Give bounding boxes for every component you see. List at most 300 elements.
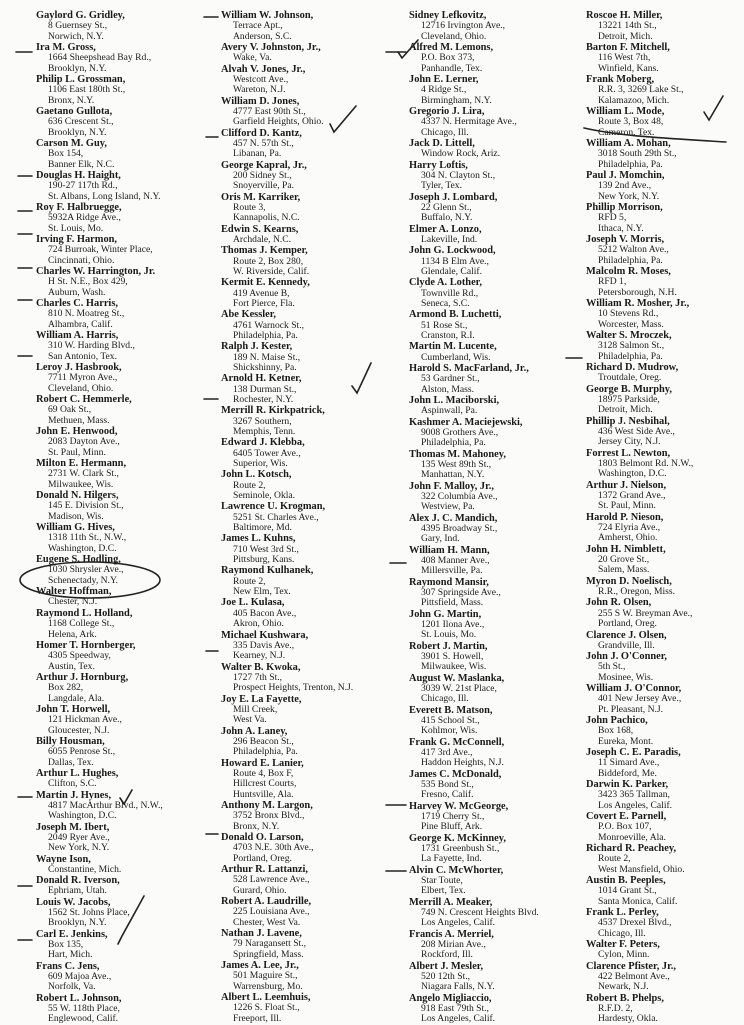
entry-address-line: Philadelphia, Pa. <box>598 254 663 266</box>
directory-entry <box>36 298 214 330</box>
entry-name: Merrill A. Meaker, <box>409 896 493 908</box>
directory-entry <box>586 74 744 106</box>
entry-name: Edwin S. Kearns, <box>221 223 299 235</box>
entry-address-line: 138 Durman St., <box>233 383 297 395</box>
entry-address-line: Akron, Ohio. <box>233 618 284 630</box>
entry-name: Arthur J. Nielson, <box>586 479 667 491</box>
entry-address-line: Elbert, Tex. <box>421 885 466 897</box>
entry-name: Albert J. Mesler, <box>409 960 484 972</box>
entry-name: Alex J. C. Mandich, <box>409 512 498 524</box>
entry-name: Kashmer A. Maciejewski, <box>409 416 523 428</box>
directory-entry <box>586 651 744 683</box>
entry-address-line: 208 Mirian Ave., <box>421 939 486 951</box>
directory-entry <box>36 736 214 768</box>
entry-address-line: Washington, D.C. <box>48 542 117 554</box>
directory-entry <box>221 726 399 758</box>
entry-address-line: 322 Columbia Ave., <box>421 490 498 502</box>
directory-entry <box>221 245 399 277</box>
entry-address-line: 749 N. Crescent Heights Blvd. <box>421 907 539 919</box>
entry-address-line: Prospect Heights, Trenton, N.J. <box>233 682 354 694</box>
entry-address-line: Hardesty, Okla. <box>598 1013 658 1025</box>
entry-address-line: St. Paul, Minn. <box>48 446 106 458</box>
entry-address-line: Grandville, Ill. <box>598 639 655 651</box>
entry-address-line: 422 Belmont Ave., <box>598 971 670 983</box>
entry-name: Gregorio J. Lira, <box>409 106 485 118</box>
directory-entry <box>221 597 399 629</box>
entry-address-line: 1727 7th St., <box>233 671 283 683</box>
entry-address-line: Fresno, Calif. <box>421 789 474 801</box>
entry-name: John Pachico, <box>586 715 648 727</box>
entry-address-line: Kohlmor, Wis. <box>421 725 478 737</box>
directory-entry <box>221 224 399 246</box>
entry-name: Arthur R. Lattanzi, <box>221 864 308 876</box>
directory-entry <box>586 234 744 266</box>
directory-column <box>586 10 744 1025</box>
entry-name: Robert L. Johnson, <box>36 992 122 1004</box>
entry-address-line: 408 Manner Ave., <box>421 554 490 566</box>
entry-name: John G. Martin, <box>409 608 482 620</box>
entry-address-line: Pt. Pleasant, N.J. <box>598 703 664 715</box>
entry-address-line: 79 Naragansett St., <box>233 938 307 950</box>
entry-address-line: Ephriam, Utah. <box>48 885 107 897</box>
entry-address-line: Route 2, <box>233 479 266 491</box>
entry-name: Walter S. Mroczek, <box>586 330 672 342</box>
directory-entry <box>221 96 399 128</box>
entry-address-line: 4537 Drexel Blvd., <box>598 917 672 929</box>
directory-entry <box>221 662 399 694</box>
entry-name: Elmer A. Lonzo, <box>409 223 482 235</box>
entry-name: Phillip Morrison, <box>586 202 663 214</box>
entry-address-line: Milwaukee, Wis. <box>48 478 114 490</box>
entry-address-line: 1201 Ilona Ave., <box>421 618 485 630</box>
entry-address-line: Brooklyn, N.Y. <box>48 917 107 929</box>
entry-name: Anthony M. Largon, <box>221 799 313 811</box>
directory-entry <box>586 448 744 480</box>
entry-address-line: St. Paul, Minn. <box>598 500 656 512</box>
entry-name: Billy Housman, <box>36 735 105 747</box>
directory-entry <box>36 768 214 790</box>
entry-name: Armond B. Luchetti, <box>409 309 502 321</box>
entry-address-line: 9008 Grothers Ave., <box>421 426 499 438</box>
directory-entry <box>36 790 214 822</box>
entry-address-line: 4761 Warnock St., <box>233 319 304 331</box>
entry-address-line: Monroeville, Ala. <box>598 831 666 843</box>
entry-address-line: Route 3, <box>233 201 266 213</box>
entry-address-line: Helena, Ark. <box>48 628 97 640</box>
directory-entry <box>409 737 587 769</box>
directory-entry <box>409 363 587 395</box>
directory-entry <box>36 170 214 202</box>
entry-address-line: 200 Sidney St., <box>233 169 292 181</box>
entry-address-line: Petersborough, N.H. <box>598 286 677 298</box>
entry-address-line: 4817 MacArthur Blvd., N.W., <box>48 799 163 811</box>
entry-address-line: Portland, Oreg. <box>233 852 292 864</box>
entry-address-line: Haddon Heights, N.J. <box>421 757 504 769</box>
entry-address-line: West Mansfield, Ohio. <box>598 863 685 875</box>
entry-address-line: Box 282, <box>48 682 84 694</box>
entry-address-line: Salem, Mass. <box>598 564 650 576</box>
entry-address-line: Washington, D.C. <box>48 810 117 822</box>
entry-address-line: Milwaukee, Wis. <box>421 661 487 673</box>
entry-address-line: Kearney, N.J. <box>233 650 286 662</box>
directory-entry <box>221 992 399 1024</box>
entry-address-line: 12716 Irvington Ave., <box>421 20 506 32</box>
directory-entry <box>586 715 744 747</box>
entry-name: James L. Kuhns, <box>221 533 296 545</box>
entry-name: Wayne Ison, <box>36 853 91 865</box>
entry-name: Robert C. Hemmerle, <box>36 394 132 406</box>
entry-name: Howard E. Lanier, <box>221 757 304 769</box>
entry-address-line: 135 West 89th St., <box>421 458 492 470</box>
directory-entry <box>409 395 587 417</box>
entry-name: Carson M. Guy, <box>36 138 108 150</box>
directory-entry <box>221 10 399 42</box>
entry-address-line: Route 2, <box>598 853 631 865</box>
directory-entry <box>409 865 587 897</box>
entry-address-line: Freeport, Ill. <box>233 1012 282 1024</box>
entry-address-line: Philadelphia, Pa. <box>598 350 663 362</box>
entry-name: Francis A. Merriel, <box>409 928 494 940</box>
directory-entry <box>36 554 214 586</box>
entry-address-line: 304 N. Clayton St., <box>421 169 496 181</box>
entry-name: Joseph C. E. Paradis, <box>586 747 681 759</box>
entry-address-line: Englewood, Calif. <box>48 1013 119 1025</box>
directory-entry <box>409 897 587 929</box>
entry-address-line: Banner Elk, N.C. <box>48 158 115 170</box>
directory-entry <box>221 341 399 373</box>
entry-name: Joseph J. Lombard, <box>409 191 498 203</box>
entry-name: Harry Loftis, <box>409 159 468 171</box>
entry-address-line: Cylon, Minn. <box>598 949 650 961</box>
entry-address-line: Niagara Falls, N.Y. <box>421 981 495 993</box>
entry-address-line: 225 Louisiana Ave., <box>233 906 310 918</box>
directory-entry <box>36 106 214 138</box>
entry-address-line: Philadelphia, Pa. <box>421 437 486 449</box>
entry-address-line: 1318 11th St., N.W., <box>48 532 127 544</box>
entry-address-line: 255 S W. Breyman Ave., <box>598 607 693 619</box>
entry-name: Raymond Mansir, <box>409 576 489 588</box>
entry-name: Forrest L. Newton, <box>586 447 671 459</box>
entry-address-line: Buffalo, N.Y. <box>421 212 473 224</box>
entry-address-line: Amherst, Ohio. <box>598 532 658 544</box>
entry-address-line: Seneca, S.C. <box>421 297 470 309</box>
directory-entry <box>409 74 587 106</box>
directory-entry <box>36 875 214 897</box>
entry-address-line: Clifton, S.C. <box>48 778 97 790</box>
directory-entry <box>36 74 214 106</box>
directory-entry <box>36 458 214 490</box>
entry-address-line: Methuen, Mass. <box>48 414 110 426</box>
entry-name: John G. Lockwood, <box>409 245 496 257</box>
directory-entry <box>36 640 214 672</box>
entry-address-line: 401 New Jersey Ave., <box>598 693 682 705</box>
entry-address-line: 1134 B Elm Ave., <box>421 255 489 267</box>
entry-address-line: Townville Rd., <box>421 287 479 299</box>
entry-address-line: Newark, N.J. <box>598 981 649 993</box>
directory-entry <box>221 405 399 437</box>
entry-name: Gaylord G. Gridley, <box>36 10 125 21</box>
entry-name: Donald N. Hilgers, <box>36 490 119 502</box>
entry-name: William J. O'Connor, <box>586 683 682 695</box>
entry-address-line: 724 Elyria Ave., <box>598 522 661 534</box>
directory-entry <box>586 907 744 939</box>
entry-address-line: 3752 Bronx Blvd., <box>233 810 305 822</box>
entry-address-line: Glendale, Calif. <box>421 265 483 277</box>
directory-entry <box>36 704 214 736</box>
entry-name: Joy E. La Fayette, <box>221 693 302 705</box>
directory-entry <box>409 961 587 993</box>
entry-address-line: 1664 Sheepshead Bay Rd., <box>48 52 152 64</box>
entry-address-line: 4395 Broadway St., <box>421 522 498 534</box>
entry-address-line: Detroit, Mich. <box>598 404 653 416</box>
directory-entry <box>409 545 587 577</box>
entry-address-line: 1719 Cherry St., <box>421 810 485 822</box>
entry-address-line: Los Angeles, Calif. <box>421 917 496 929</box>
entry-address-line: 415 School St., <box>421 714 480 726</box>
directory-entry <box>409 138 587 160</box>
entry-name: Walter F. Peters, <box>586 939 660 951</box>
entry-address-line: Bronx, N.Y. <box>233 820 280 832</box>
directory-entry <box>36 672 214 704</box>
entry-name: Walter B. Kwoka, <box>221 661 301 673</box>
directory-entry <box>409 192 587 224</box>
entry-name: Milton E. Hermann, <box>36 458 127 470</box>
entry-name: Carl E. Jenkins, <box>36 928 108 940</box>
entry-address-line: 918 East 79th St., <box>421 1003 489 1015</box>
entry-address-line: 1562 St. Johns Place, <box>48 907 130 919</box>
entry-address-line: Box 135, <box>48 939 84 951</box>
entry-address-line: 1731 Greenbush St., <box>421 843 500 854</box>
entry-name: Oris M. Karriker, <box>221 191 301 203</box>
entry-address-line: Lakeville, Ind. <box>421 233 478 245</box>
entry-name: Edward J. Klebba, <box>221 437 305 449</box>
entry-address-line: Pine Bluff, Ark. <box>421 821 483 833</box>
entry-name: Thomas M. Mahoney, <box>409 448 506 460</box>
entry-address-line: Biddeford, Me. <box>598 767 657 779</box>
directory-entry <box>409 801 587 833</box>
entry-address-line: 4305 Speedway, <box>48 650 111 662</box>
entry-address-line: 69 Oak St., <box>48 404 92 416</box>
entry-name: William A. Harris, <box>36 330 119 342</box>
entry-address-line: Manhattan, N.Y. <box>421 469 485 481</box>
entry-name: Frank G. McConnell, <box>409 736 505 748</box>
entry-address-line: Norfolk, Va. <box>48 981 96 993</box>
entry-address-line: Chester, N.J. <box>48 596 98 608</box>
directory-entry <box>221 694 399 726</box>
entry-address-line: Cumberland, Wis. <box>421 351 491 363</box>
entry-name: Everett B. Matson, <box>409 704 493 716</box>
entry-name: John E. Lerner, <box>409 74 479 86</box>
directory-entry <box>36 586 214 608</box>
entry-address-line: New York, N.Y. <box>48 842 110 854</box>
entry-name: John A. Laney, <box>221 725 288 737</box>
entry-address-line: Worcester, Mass. <box>598 318 664 330</box>
entry-address-line: 190-27 117th Rd., <box>48 180 118 192</box>
entry-address-line: Terrace Apt., <box>233 20 283 32</box>
entry-address-line: 609 Majoa Ave., <box>48 971 112 983</box>
directory-entry <box>221 277 399 309</box>
directory-column <box>409 10 587 1025</box>
entry-address-line: 5932A Ridge Ave., <box>48 212 121 224</box>
directory-entry <box>409 417 587 449</box>
entry-address-line: 520 12th St., <box>421 971 471 983</box>
directory-entry <box>409 481 587 513</box>
directory-entry <box>586 202 744 234</box>
entry-name: Irving F. Harmon, <box>36 234 118 246</box>
entry-address-line: Huntsville, Ala. <box>233 788 294 800</box>
entry-name: Arthur L. Hughes, <box>36 767 119 779</box>
entry-address-line: Philadelphia, Pa. <box>233 329 298 341</box>
entry-address-line: Shickshinny, Pa. <box>233 361 297 373</box>
entry-address-line: Madison, Wis. <box>48 510 104 522</box>
entry-address-line: 4777 East 90th St., <box>233 105 306 117</box>
directory-entry <box>221 896 399 928</box>
entry-name: Roy F. Halbruegge, <box>36 202 122 214</box>
entry-address-line: New York, N.Y. <box>598 190 660 202</box>
directory-entry <box>409 160 587 192</box>
entry-name: Frank L. Perley, <box>586 907 659 919</box>
directory-entry <box>36 854 214 876</box>
entry-address-line: Box 168, <box>598 725 634 737</box>
entry-address-line: Philadelphia, Pa. <box>598 158 663 170</box>
entry-name: Ralph J. Kester, <box>221 341 293 353</box>
entry-address-line: 11 Simard Ave., <box>598 757 660 769</box>
directory-entry <box>409 309 587 341</box>
directory-entry <box>36 330 214 362</box>
entry-name: Martin M. Lucente, <box>409 341 497 353</box>
entry-address-line: 53 Gardner St., <box>421 373 480 385</box>
directory-entry <box>586 266 744 298</box>
entry-address-line: 810 N. Moatreg St., <box>48 308 125 320</box>
directory-entry <box>36 929 214 961</box>
entry-address-line: Window Rock, Ariz. <box>421 148 501 160</box>
entry-name: Gaetano Gullota, <box>36 106 113 118</box>
entry-address-line: Portland, Oreg. <box>598 618 657 630</box>
entry-address-line: 417 3rd Ave., <box>421 746 473 758</box>
entry-name: Jack D. Littell, <box>409 138 475 150</box>
entry-address-line: P.O. Box 107, <box>598 821 652 833</box>
entry-name: John L. Maciborski, <box>409 394 500 406</box>
entry-address-line: Cleveland, Ohio. <box>421 30 487 42</box>
entry-address-line: R.R. 3, 3269 Lake St., <box>598 84 684 96</box>
entry-address-line: Rochester, N.Y. <box>233 393 294 405</box>
entry-address-line: 121 Hickman Ave., <box>48 714 122 726</box>
entry-address-line: Hillcrest Courts, <box>233 778 297 790</box>
entry-address-line: Norwich, N.Y. <box>48 30 104 42</box>
directory-entry <box>409 513 587 545</box>
entry-address-line: 1030 Shrysler Ave., <box>48 564 124 576</box>
entry-address-line: 528 Lawrence Ave., <box>233 874 310 886</box>
entry-name: Malcolm R. Moses, <box>586 266 671 278</box>
entry-name: Sidney Lefkovitz, <box>409 10 487 21</box>
directory-entry <box>36 522 214 554</box>
entry-name: Homer T. Hornberger, <box>36 639 136 651</box>
entry-address-line: Alhambra, Calif. <box>48 318 113 330</box>
entry-name: William D. Jones, <box>221 95 300 107</box>
entry-address-line: 296 Beacon St., <box>233 735 294 747</box>
entry-address-line: Superior, Wis. <box>233 458 288 470</box>
entry-address-line: Austin, Tex. <box>48 660 95 672</box>
entry-name: Clifford D. Kantz, <box>221 127 302 139</box>
entry-address-line: Millersville, Pa. <box>421 565 483 577</box>
directory-entry <box>36 490 214 522</box>
entry-name: Myron D. Noelisch, <box>586 575 672 587</box>
entry-address-line: Fort Pierce, Fla. <box>233 297 295 309</box>
entry-address-line: Pittsfield, Mass. <box>421 597 484 609</box>
directory-entry <box>409 341 587 363</box>
directory-entry <box>221 309 399 341</box>
directory-entry <box>221 758 399 800</box>
entry-address-line: 4337 N. Hermitage Ave., <box>421 116 517 128</box>
directory-entry <box>221 501 399 533</box>
entry-name: Walter Hoffman, <box>36 586 112 598</box>
entry-address-line: 335 Davis Ave., <box>233 639 295 651</box>
entry-name: John E. Henwood, <box>36 426 118 438</box>
entry-name: Merrill R. Kirkpatrick, <box>221 405 325 417</box>
entry-name: George K. McKinney, <box>409 832 506 844</box>
directory-entry <box>409 609 587 641</box>
entry-address-line: 7711 Myron Ave., <box>48 372 118 384</box>
directory-entry <box>586 993 744 1025</box>
entry-address-line: Washington, D.C. <box>598 468 667 480</box>
entry-name: Clarence J. Olsen, <box>586 629 667 641</box>
entry-address-line: Langdale, Ala. <box>48 692 105 704</box>
directory-entry <box>221 630 399 662</box>
entry-address-line: RFD 1, <box>598 276 627 288</box>
entry-address-line: W. Riverside, Calif. <box>233 265 310 277</box>
directory-entry <box>409 449 587 481</box>
directory-entry <box>221 864 399 896</box>
entry-address-line: 139 2nd Ave., <box>598 180 652 192</box>
entry-address-line: New Elm, Tex. <box>233 586 291 598</box>
entry-address-line: Schenectady, N.Y. <box>48 574 119 586</box>
directory-entry <box>36 42 214 74</box>
directory-entry <box>36 993 214 1025</box>
directory-entry <box>409 705 587 737</box>
directory-entry <box>586 480 744 512</box>
entry-address-line: Cleveland, Ohio. <box>48 382 114 394</box>
directory-entry <box>36 426 214 458</box>
entry-address-line: 1106 East 180th St., <box>48 84 126 96</box>
entry-address-line: Cincinnati, Ohio. <box>48 254 115 266</box>
directory-entry <box>36 897 214 929</box>
entry-name: Donald O. Larson, <box>221 832 304 843</box>
entry-address-line: Box 154, <box>48 148 84 160</box>
entry-name: Donald R. Iverson, <box>36 875 120 887</box>
entry-address-line: Route 3, Box 48, <box>598 116 664 128</box>
entry-address-line: Kalamazoo, Mich. <box>598 94 670 106</box>
entry-name: Frans C. Jens, <box>36 960 100 972</box>
entry-name: Robert B. Phelps, <box>586 992 664 1004</box>
entry-address-line: Chicago, Ill. <box>421 693 469 705</box>
entry-address-line: Detroit, Mich. <box>598 30 653 42</box>
entry-address-line: Gary, Ind. <box>421 533 460 545</box>
entry-address-line: 419 Avenue B, <box>233 287 290 299</box>
entry-address-line: 116 West 7th, <box>598 52 651 64</box>
entry-name: Raymond Kulhanek, <box>221 565 314 577</box>
entry-address-line: 6055 Penrose St., <box>48 746 116 758</box>
entry-address-line: Route 2, Box 280, <box>233 255 304 267</box>
directory-entry <box>36 138 214 170</box>
directory-entry <box>409 224 587 246</box>
directory-entry <box>586 512 744 544</box>
directory-entry <box>586 42 744 74</box>
entry-address-line: Alston, Mass. <box>421 383 475 395</box>
directory-entry <box>586 811 744 843</box>
directory-entry <box>36 394 214 426</box>
entry-address-line: 1168 College St., <box>48 618 115 630</box>
entry-address-line: H St. N.E., Box 429, <box>48 276 128 288</box>
